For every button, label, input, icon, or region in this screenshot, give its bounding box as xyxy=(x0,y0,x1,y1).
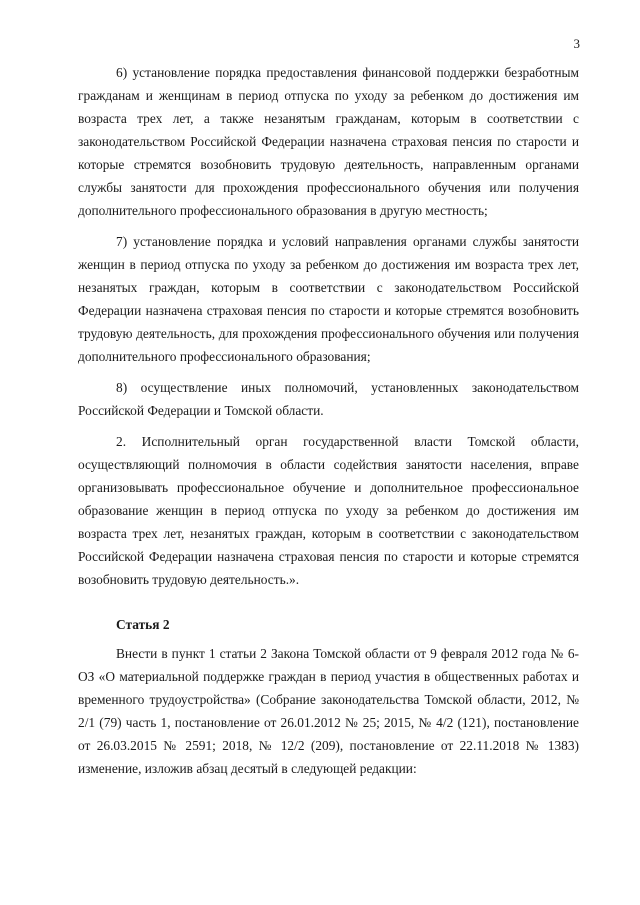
article-paragraph: Внести в пункт 1 статьи 2 Закона Томской области от 9 февраля 2012 года № 6-ОЗ «О материальной поддержке граждан в период участия в общественных работах и временного трудоустройства» (Собрание законодательства Томской области, 2012, № 2/1 (79) часть 1, постановление от 26.01.2012 № 25; 2015, № 4/2 (121), постановление от 26.03.2015 № 2591; 2018, № 12/2 (209), постановление от 22.11.2018 № 1383) изменение, изложив абзац десятый в следующей редакции: xyxy=(78,646,579,776)
page-number: 3 xyxy=(573,36,580,51)
paragraph-item-7: 7) установление порядка и условий направления органами службы занятости женщин в период отпуска по уходу за ребенком до достижения им возраста трех лет, незанятых граждан, которым в соответствии с законодательством Российской Федерации назначена страховая пенсия по старости и которые стремятся возобновить трудовую деятельность, для прохождения профессионального обучения или получения дополнительного профессионального образования; xyxy=(78,234,579,364)
article-heading: Статья 2 xyxy=(116,617,170,632)
paragraph-item-8: 8) осуществление иных полномочий, установленных законодательством Российской Федерации и Томской области. xyxy=(78,380,579,418)
paragraph-section-2: 2. Исполнительный орган государственной власти Томской области, осуществляющий полномочия в области содействия занятости населения, вправе организовывать профессиональное обучение и дополнительное профессиональное образование женщин в период отпуска по уходу за ребенком до достижения им возраста трех лет, незанятых граждан, которым в соответствии с законодательством Российской Федерации назначена страховая пенсия по старости и которые стремятся возобновить трудовую деятельность.». xyxy=(78,434,579,587)
paragraph-item-6: 6) установление порядка предоставления финансовой поддержки безработным гражданам и женщинам в период отпуска по уходу за ребенком до достижения им возраста трех лет, а также незанятым гражданам, которым в соответствии с законодательством Российской Федерации назначена страховая пенсия по старости и которые стремятся возобновить трудовую деятельность, направленным органами службы занятости для прохождения профессионального обучения или получения дополнительного профессионального образования в другую местность; xyxy=(78,65,579,218)
document-body xyxy=(78,61,579,788)
